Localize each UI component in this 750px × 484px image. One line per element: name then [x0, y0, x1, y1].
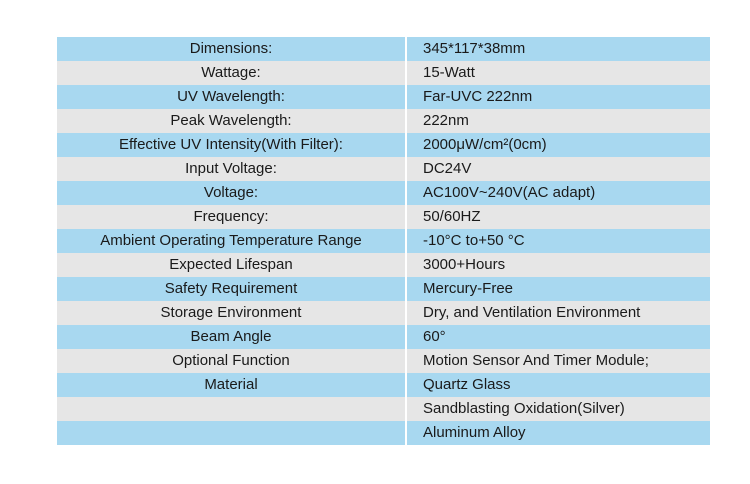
- spec-row-beam-angle: [57, 325, 710, 349]
- spec-label: Voltage:: [57, 181, 405, 205]
- spec-row-material-alloy: [57, 421, 710, 445]
- spec-label: Effective UV Intensity(With Filter):: [57, 133, 405, 157]
- spec-value: Quartz Glass: [407, 373, 710, 397]
- spec-value: 50/60HZ: [407, 205, 710, 229]
- spec-value: AC100V~240V(AC adapt): [407, 181, 710, 205]
- spec-label: Safety Requirement: [57, 277, 405, 301]
- spec-value: 15-Watt: [407, 61, 710, 85]
- spec-row-material-finish: [57, 397, 710, 421]
- spec-value: Sandblasting Oxidation(Silver): [407, 397, 710, 421]
- spec-label: [57, 397, 405, 421]
- spec-value: Aluminum Alloy: [407, 421, 710, 445]
- spec-row-wattage: [57, 61, 710, 85]
- spec-value: 3000+Hours: [407, 253, 710, 277]
- spec-value: 2000μW/cm²(0cm): [407, 133, 710, 157]
- spec-label: UV Wavelength:: [57, 85, 405, 109]
- spec-row-frequency: [57, 205, 710, 229]
- spec-label: Frequency:: [57, 205, 405, 229]
- spec-label: Material: [57, 373, 405, 397]
- spec-row-optional-function: [57, 349, 710, 373]
- spec-label: Ambient Operating Temperature Range: [57, 229, 405, 253]
- spec-label: Dimensions:: [57, 37, 405, 61]
- spec-label: Optional Function: [57, 349, 405, 373]
- spec-value: Far-UVC 222nm: [407, 85, 710, 109]
- spec-label: Expected Lifespan: [57, 253, 405, 277]
- spec-row-temperature-range: [57, 229, 710, 253]
- spec-label: Wattage:: [57, 61, 405, 85]
- specification-table-body: [57, 37, 710, 445]
- spec-row-material: [57, 373, 710, 397]
- spec-row-input-voltage: [57, 157, 710, 181]
- spec-value: DC24V: [407, 157, 710, 181]
- spec-row-voltage: [57, 181, 710, 205]
- spec-label: Input Voltage:: [57, 157, 405, 181]
- spec-value: 60°: [407, 325, 710, 349]
- spec-label: Storage Environment: [57, 301, 405, 325]
- specification-table: [57, 37, 710, 445]
- spec-label: Beam Angle: [57, 325, 405, 349]
- spec-value: 345*117*38mm: [407, 37, 710, 61]
- spec-row-dimensions: [57, 37, 710, 61]
- spec-value: Mercury-Free: [407, 277, 710, 301]
- spec-value: 222nm: [407, 109, 710, 133]
- spec-value: Dry, and Ventilation Environment: [407, 301, 710, 325]
- spec-row-peak-wavelength: [57, 109, 710, 133]
- spec-row-uv-intensity: [57, 133, 710, 157]
- spec-label: Peak Wavelength:: [57, 109, 405, 133]
- spec-row-storage: [57, 301, 710, 325]
- spec-label: [57, 421, 405, 445]
- spec-row-lifespan: [57, 253, 710, 277]
- spec-row-safety: [57, 277, 710, 301]
- spec-value: Motion Sensor And Timer Module;: [407, 349, 710, 373]
- spec-row-uv-wavelength: [57, 85, 710, 109]
- spec-value: -10°C to+50 °C: [407, 229, 710, 253]
